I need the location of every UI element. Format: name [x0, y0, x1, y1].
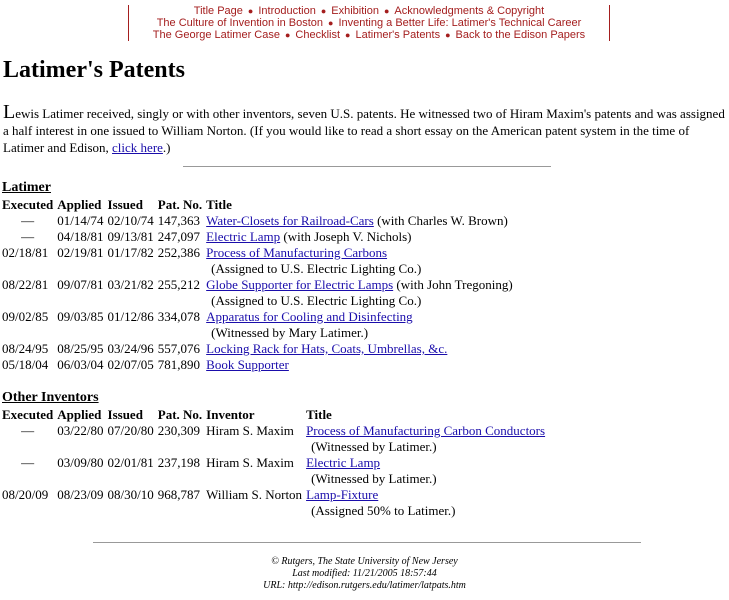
- issued-date: 01/12/86: [107, 309, 154, 324]
- intro-text: ewis Latimer received, singly or with other inventors, seven U.S. patents. He witnessed two of Hiram Maxim's patents and was assigned a half interest in one issued to William Norton. (If you would like to read a short essay on the American patent system in the time of Latimer and Edison,: [3, 106, 725, 155]
- nav-link-checklist[interactable]: Checklist: [295, 29, 341, 41]
- patent-note: (Witnessed by Latimer.): [311, 471, 437, 486]
- patent-title-link[interactable]: Process of Manufacturing Carbons: [206, 245, 388, 260]
- executed-date: 08/24/95: [2, 341, 49, 356]
- issued-date: 02/07/05: [107, 357, 154, 372]
- patent-note: (Witnessed by Latimer.): [311, 439, 437, 454]
- divider: [183, 166, 551, 167]
- applied-date: 04/18/81: [57, 229, 104, 244]
- issued-date: 08/30/10: [107, 487, 154, 502]
- intro-paragraph: [3, 101, 727, 156]
- nav-link-exhibition[interactable]: Exhibition: [331, 5, 379, 17]
- executed-date: 09/02/85: [2, 309, 49, 324]
- table-note-row: [0, 439, 547, 455]
- nav-separator: ●: [328, 18, 334, 28]
- patent-title-cell: [204, 357, 515, 373]
- patent-title-link[interactable]: Book Supporter: [206, 357, 289, 372]
- executed-date: 02/18/81: [2, 245, 49, 260]
- patent-number: 147,363: [157, 213, 200, 228]
- col-title: Title: [206, 197, 232, 212]
- col-executed: Executed: [2, 197, 54, 212]
- table-row: [0, 357, 515, 373]
- nav-separator: ●: [320, 6, 327, 16]
- table-note-row: [0, 503, 547, 519]
- table-row: [0, 213, 515, 229]
- nav-separator: ●: [445, 30, 451, 40]
- page-title: Latimer's Patents: [3, 57, 185, 83]
- patent-title-link[interactable]: Electric Lamp: [306, 455, 381, 470]
- nav-link-title-page[interactable]: Title Page: [193, 5, 243, 17]
- applied-date: 02/19/81: [57, 245, 104, 260]
- patent-title-cell: [204, 277, 515, 293]
- nav-row-1: [129, 5, 609, 17]
- patent-note: (Witnessed by Mary Latimer.): [211, 325, 369, 340]
- col-executed: Executed: [2, 407, 54, 422]
- patent-number: 781,890: [157, 357, 200, 372]
- nav-row-2: [129, 17, 609, 29]
- patent-title-link[interactable]: Globe Supporter for Electric Lamps: [206, 277, 394, 292]
- applied-date: 08/23/09: [57, 487, 104, 502]
- nav-separator: ●: [284, 30, 291, 40]
- patent-number: 334,078: [157, 309, 200, 324]
- applied-date: 06/03/04: [57, 357, 104, 372]
- executed-date: —: [21, 229, 35, 244]
- patent-note: (Assigned to U.S. Electric Lighting Co.): [211, 261, 422, 276]
- table-header-row: [0, 197, 515, 213]
- patent-title-link[interactable]: Process of Manufacturing Carbon Conductors: [306, 423, 546, 438]
- table-note-row: [0, 293, 515, 309]
- nav-separator: ●: [383, 6, 390, 16]
- intro-end: .): [162, 140, 171, 155]
- inventor-name: William S. Norton: [206, 487, 303, 502]
- executed-date: 05/18/04: [2, 357, 49, 372]
- issued-date: 03/24/96: [107, 341, 154, 356]
- patent-number: 230,309: [157, 423, 200, 438]
- page-footer: [0, 556, 729, 592]
- patent-number: 968,787: [157, 487, 200, 502]
- patent-title-cell: [204, 245, 515, 261]
- patent-number: 252,386: [157, 245, 200, 260]
- nav-link-latimers-patents[interactable]: Latimer's Patents: [355, 29, 441, 41]
- col-issued: Issued: [107, 197, 143, 212]
- other-inventors-table: [0, 407, 547, 519]
- patent-title-cell: [204, 229, 515, 245]
- table-row: [0, 423, 547, 439]
- table-note-row: [0, 471, 547, 487]
- patent-coinventor: (with Charles W. Brown): [373, 213, 508, 228]
- col-applied: Applied: [57, 197, 102, 212]
- footer-divider: [93, 542, 641, 543]
- nav-separator: ●: [247, 6, 254, 16]
- patent-number: 247,097: [157, 229, 200, 244]
- table-note-row: [0, 261, 515, 277]
- col-applied: Applied: [57, 407, 102, 422]
- patent-title-link[interactable]: Apparatus for Cooling and Disinfecting: [206, 309, 413, 324]
- issued-date: 02/10/74: [107, 213, 154, 228]
- applied-date: 08/25/95: [57, 341, 104, 356]
- patent-note: (Assigned to U.S. Electric Lighting Co.): [211, 293, 422, 308]
- table-header-row: [0, 407, 547, 423]
- table-row: [0, 245, 515, 261]
- nav-separator: ●: [345, 30, 351, 40]
- patent-title-link[interactable]: Electric Lamp: [206, 229, 281, 244]
- issued-date: 07/20/80: [107, 423, 154, 438]
- table-row: [0, 229, 515, 245]
- applied-date: 01/14/74: [57, 213, 104, 228]
- executed-date: 08/20/09: [2, 487, 49, 502]
- patent-title-cell: [204, 309, 515, 325]
- patent-title-cell: [304, 487, 547, 503]
- latimer-patents-table: [0, 197, 515, 373]
- patent-coinventor: (with Joseph V. Nichols): [280, 229, 412, 244]
- other-inventors-heading: Other Inventors: [2, 390, 99, 405]
- inventor-name: Hiram S. Maxim: [206, 423, 294, 438]
- patent-title-cell: [304, 455, 547, 471]
- col-patno: Pat. No.: [157, 407, 203, 422]
- executed-date: —: [21, 213, 35, 228]
- patent-number: 557,076: [157, 341, 200, 356]
- site-navigation: [128, 5, 610, 41]
- table-note-row: [0, 325, 515, 341]
- issued-date: 09/13/81: [107, 229, 154, 244]
- patent-title-cell: [204, 213, 515, 229]
- table-row: [0, 309, 515, 325]
- last-modified-text: Last modified: 11/21/2005 18:57:44: [292, 568, 437, 579]
- issued-date: 03/21/82: [107, 277, 154, 292]
- applied-date: 09/03/85: [57, 309, 104, 324]
- patent-number: 255,212: [157, 277, 200, 292]
- latimer-heading: Latimer: [2, 180, 51, 195]
- issued-date: 01/17/82: [107, 245, 154, 260]
- patent-number: 237,198: [157, 455, 200, 470]
- nav-link-back-to-edison[interactable]: Back to the Edison Papers: [455, 29, 586, 41]
- inventor-name: Hiram S. Maxim: [206, 455, 294, 470]
- patent-title-link[interactable]: Water-Closets for Railroad-Cars: [206, 213, 374, 228]
- executed-date: 08/22/81: [2, 277, 49, 292]
- patent-note: (Assigned 50% to Latimer.): [311, 503, 456, 518]
- drop-cap: L: [3, 101, 16, 123]
- col-patno: Pat. No.: [157, 197, 203, 212]
- nav-link-george-latimer-case[interactable]: The George Latimer Case: [152, 29, 280, 41]
- issued-date: 02/01/81: [107, 455, 154, 470]
- table-row: [0, 455, 547, 471]
- executed-date: —: [21, 423, 35, 438]
- applied-date: 09/07/81: [57, 277, 104, 292]
- nav-link-inventing-better-life[interactable]: Inventing a Better Life: Latimer's Technical Career: [338, 17, 582, 29]
- nav-link-culture-of-invention[interactable]: The Culture of Invention in Boston: [156, 17, 324, 29]
- patent-coinventor: (with John Tregoning): [393, 277, 513, 292]
- patent-essay-link[interactable]: click here: [112, 140, 163, 155]
- nav-link-acknowledgments[interactable]: Acknowledgments & Copyright: [394, 5, 545, 17]
- col-issued: Issued: [107, 407, 143, 422]
- table-row: [0, 487, 547, 503]
- patent-title-link[interactable]: Locking Rack for Hats, Coats, Umbrellas, &c.: [206, 341, 448, 356]
- page-url-text: URL: http://edison.rutgers.edu/latimer/latpats.htm: [263, 580, 466, 591]
- col-inventor: Inventor: [206, 407, 255, 422]
- nav-row-3: [129, 29, 609, 41]
- col-title: Title: [306, 407, 332, 422]
- table-row: [0, 277, 515, 293]
- executed-date: —: [21, 455, 35, 470]
- patent-title-cell: [204, 341, 515, 357]
- applied-date: 03/09/80: [57, 455, 104, 470]
- applied-date: 03/22/80: [57, 423, 104, 438]
- nav-link-introduction[interactable]: Introduction: [258, 5, 316, 17]
- patent-title-cell: [304, 423, 547, 439]
- patent-title-link[interactable]: Lamp-Fixture: [306, 487, 379, 502]
- table-row: [0, 341, 515, 357]
- copyright-text: © Rutgers, The State University of New Jersey: [271, 556, 458, 567]
